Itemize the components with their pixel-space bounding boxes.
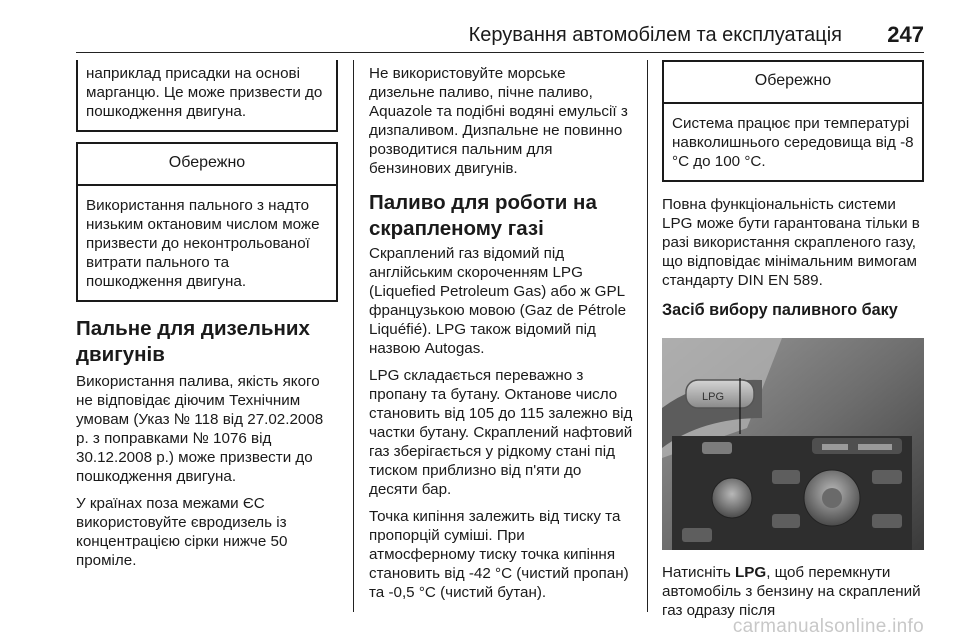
- lpg-paragraph-2: LPG складається переважно з пропану та бутану. Октанове число становить від 105 до 115 залежно від частки бутану. Скраплений нафтовий газ зберігається у рідкому стані під тиском приблизно від п'яти до десяти бар.: [369, 367, 633, 498]
- column-divider-right: [647, 60, 648, 612]
- lpg-paragraph-3: Точка кипіння залежить від тиску та пропорцій суміші. При атмосферному тиску точка кипіння становить від -42 °C (чистий пропан) та -0,5 °C (чистий бутан).: [369, 508, 629, 601]
- page-header: [76, 20, 924, 54]
- caution-text: Система працює при температурі навколишнього середовища від -8 °C до 100 °C.: [672, 115, 914, 170]
- column-2: [369, 60, 633, 602]
- page-number: 247: [887, 22, 924, 47]
- column-divider-left: [353, 60, 354, 612]
- section-heading-lpg: Паливо для роботи на скрапленому газі: [369, 191, 597, 240]
- lpg-paragraph-1: Скраплений газ відомий під англійським скороченням LPG (Liquefied Petroleum Gas) або ж GPL французькою мовою (Gaz de Pétrole Liquéfié). LPG також відомий під назвою Autogas.: [369, 245, 627, 357]
- header-rule: [76, 52, 924, 53]
- continued-notice-text: наприклад присадки на основі марганцю. Це може призвести до пошкодження двигуна.: [86, 65, 323, 120]
- caution-box-temperature: [662, 60, 924, 182]
- photo-lpg-label: LPG: [702, 391, 725, 403]
- section-heading-tank-selector: Засіб вибору паливного баку: [662, 301, 898, 319]
- column-1: [76, 60, 338, 570]
- diesel-paragraph-1: Використання палива, якість якого не відповідає діючим Технічним умовам (Указ № 118 від 27.02.2008 р. з поправками № 1076 від 30.12.2008 р.) може призвести до пошкодження двигуна.: [76, 373, 324, 485]
- header-title: Керування автомобілем та експлуатація: [468, 24, 842, 46]
- caution-box-fuel: [76, 142, 338, 302]
- section-heading-diesel: Пальне для дизельних двигунів: [76, 317, 310, 366]
- lpg-instruction-paragraph: [662, 563, 924, 620]
- caution-title: Обережно: [78, 144, 336, 186]
- caution-text: Використання пального з надто низьким октановим числом може призвести до неконтрольованої витрати пального та пошкодження двигуна.: [86, 197, 320, 290]
- watermark: carmanualsonline.info: [732, 616, 924, 637]
- continued-notice-box: [76, 60, 338, 132]
- lpg-button-photo: [662, 338, 924, 550]
- diesel-paragraph-3: Не використовуйте морське дизельне паливо, пічне паливо, Aquazole та подібні водяні емульсії з дизпаливом. Дизпальне не повинно розводитися пальним для бензинових двигунів.: [369, 65, 628, 177]
- dashboard-photo-graphic: [662, 338, 924, 550]
- caution-title: Обережно: [664, 62, 922, 104]
- lpg-paragraph-4: Повна функціональність системи LPG може бути гарантована тільки в разі використання скрапленого газу, що відповідає мінімальним вимогам стандарту DIN EN 589.: [662, 196, 920, 289]
- lpg-button-reference: LPG: [734, 564, 767, 581]
- instruction-text-end: , щоб перемкнути автомобіль з бензину на скраплений газ одразу після: [662, 564, 921, 619]
- instruction-text-start: Натисніть: [662, 564, 735, 581]
- diesel-paragraph-2: У країнах поза межами ЄС використовуйте євродизель із концентрацією сірки нижче 50 проміле.: [76, 495, 288, 569]
- column-3: [662, 60, 924, 620]
